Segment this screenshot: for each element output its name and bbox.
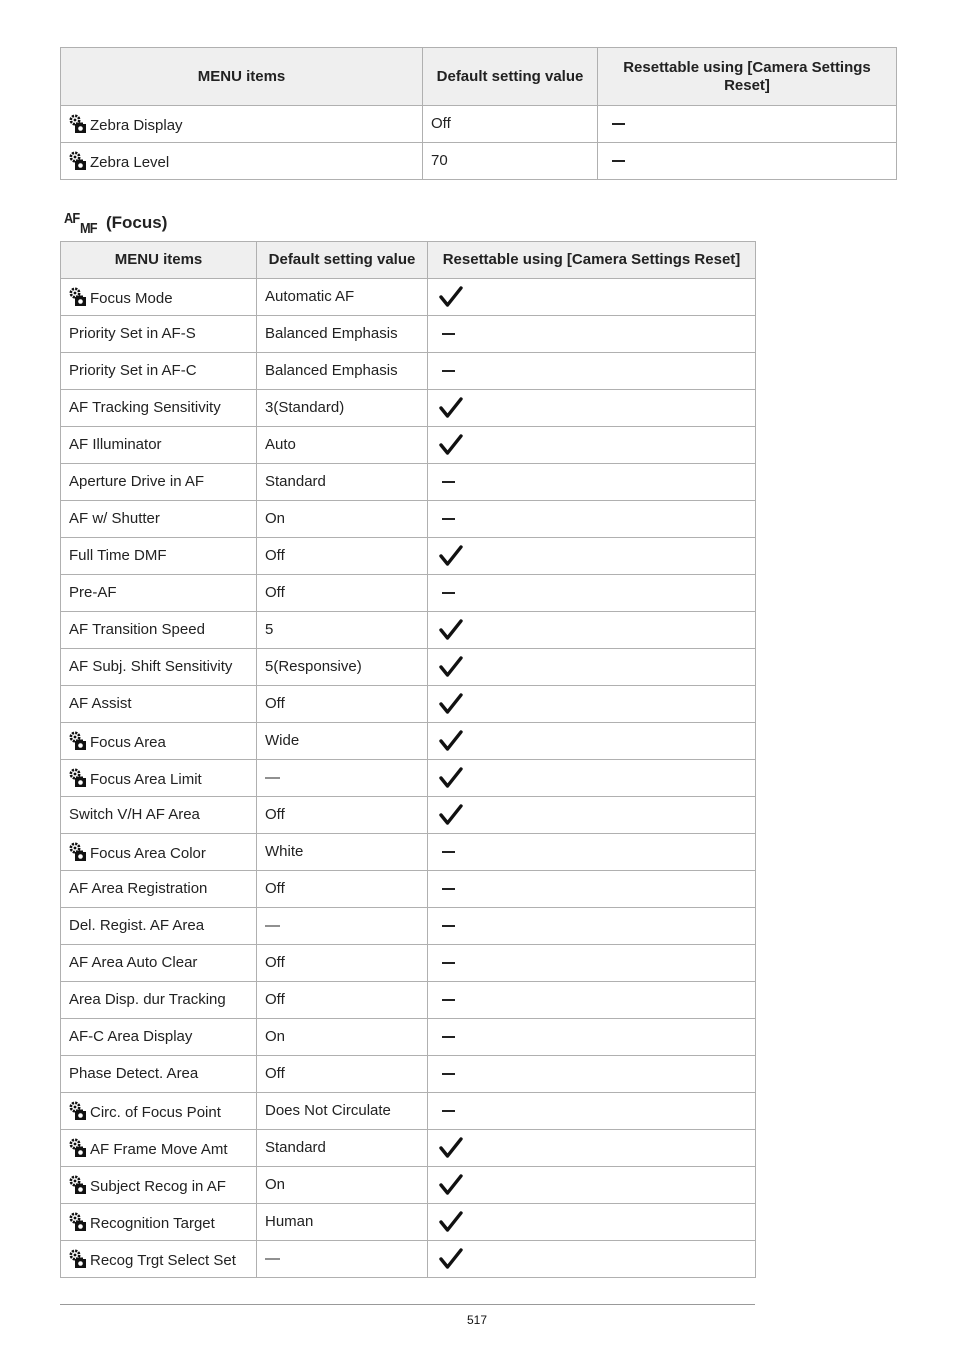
default-value-cell: Automatic AF xyxy=(257,279,428,316)
menu-item-label: Priority Set in AF-C xyxy=(69,362,197,379)
menu-item-label: Focus Area Color xyxy=(90,844,206,862)
camera-settings-icon xyxy=(69,287,87,307)
menu-item-cell xyxy=(61,1056,257,1093)
checkmark-icon xyxy=(439,656,463,678)
menu-item-label: AF Area Registration xyxy=(69,880,208,897)
table-row xyxy=(61,1204,756,1241)
dash-icon xyxy=(442,925,455,927)
table-row xyxy=(61,871,756,908)
menu-item-cell xyxy=(61,1167,257,1204)
section-heading xyxy=(62,210,167,236)
menu-item-cell xyxy=(61,538,257,575)
default-value-cell: Does Not Circulate xyxy=(257,1093,428,1130)
footer-divider xyxy=(60,1304,755,1305)
default-value-cell: Balanced Emphasis xyxy=(257,316,428,353)
camera-settings-icon xyxy=(69,114,87,134)
default-value-cell: Human xyxy=(257,1204,428,1241)
table-row xyxy=(61,106,897,143)
menu-item-cell xyxy=(61,723,257,760)
default-value-cell: 3(Standard) xyxy=(257,390,428,427)
camera-settings-icon xyxy=(69,1212,87,1232)
reset-cell xyxy=(428,575,756,612)
reset-cell xyxy=(428,945,756,982)
camera-settings-icon xyxy=(69,842,87,862)
dash-icon xyxy=(442,1110,455,1112)
checkmark-icon xyxy=(439,693,463,715)
table-row xyxy=(61,1093,756,1130)
reset-cell xyxy=(428,1056,756,1093)
default-value-cell: On xyxy=(257,1019,428,1056)
menu-item-label: AF Transition Speed xyxy=(69,621,205,638)
menu-item-cell xyxy=(61,982,257,1019)
menu-item-cell xyxy=(61,760,257,797)
table-row xyxy=(61,427,756,464)
table-row xyxy=(61,908,756,945)
reset-cell xyxy=(598,106,897,143)
table-row xyxy=(61,353,756,390)
menu-item-label: AF Illuminator xyxy=(69,436,162,453)
menu-item-label: AF w/ Shutter xyxy=(69,510,160,527)
checkmark-icon xyxy=(439,1137,463,1159)
focus-settings-table xyxy=(60,241,756,1278)
reset-cell xyxy=(598,143,897,180)
reset-cell xyxy=(428,871,756,908)
menu-item-cell xyxy=(61,1204,257,1241)
default-value-cell: Off xyxy=(257,982,428,1019)
menu-item-cell xyxy=(61,501,257,538)
menu-item-cell xyxy=(61,834,257,871)
table-row xyxy=(61,279,756,316)
default-value-cell: On xyxy=(257,1167,428,1204)
dash-icon xyxy=(442,518,455,520)
table-row xyxy=(61,575,756,612)
menu-item-label: Focus Area Limit xyxy=(90,770,202,788)
table-row xyxy=(61,945,756,982)
default-value-cell: Off xyxy=(423,106,598,143)
default-value-cell: Auto xyxy=(257,427,428,464)
menu-item-cell xyxy=(61,871,257,908)
menu-item-label: Zebra Level xyxy=(90,153,170,171)
menu-item-cell xyxy=(61,575,257,612)
dash-icon xyxy=(442,962,455,964)
dash-icon xyxy=(442,592,455,594)
reset-cell xyxy=(428,1019,756,1056)
dash-icon xyxy=(612,123,625,125)
column-header: Resettable using [Camera Settings Reset] xyxy=(428,242,756,279)
table-row xyxy=(61,501,756,538)
reset-cell xyxy=(428,723,756,760)
reset-cell xyxy=(428,797,756,834)
menu-item-cell xyxy=(61,427,257,464)
reset-cell xyxy=(428,1204,756,1241)
menu-item-cell xyxy=(61,686,257,723)
menu-item-label: AF Assist xyxy=(69,695,132,712)
reset-cell xyxy=(428,1241,756,1278)
menu-item-label: Area Disp. dur Tracking xyxy=(69,991,226,1008)
table-row xyxy=(61,316,756,353)
default-value-cell: Off xyxy=(257,538,428,575)
dash-icon xyxy=(612,160,625,162)
reset-cell xyxy=(428,1167,756,1204)
default-value-cell: Standard xyxy=(257,464,428,501)
section-title: (Focus) xyxy=(106,213,168,232)
table-row xyxy=(61,760,756,797)
menu-item-label: Recog Trgt Select Set xyxy=(90,1251,236,1269)
camera-settings-icon xyxy=(69,151,87,171)
default-value-cell: 5 xyxy=(257,612,428,649)
dash-icon xyxy=(442,333,455,335)
settings-table-top xyxy=(60,47,897,180)
dash-icon xyxy=(442,851,455,853)
default-value-cell: Balanced Emphasis xyxy=(257,353,428,390)
menu-item-cell xyxy=(61,649,257,686)
menu-item-cell xyxy=(61,106,423,143)
default-value-cell: — xyxy=(257,760,428,797)
table-row xyxy=(61,612,756,649)
dash-icon xyxy=(442,1036,455,1038)
dash-icon xyxy=(442,370,455,372)
menu-item-label: AF-C Area Display xyxy=(69,1028,193,1045)
table-row xyxy=(61,538,756,575)
checkmark-icon xyxy=(439,545,463,567)
default-value-cell: 70 xyxy=(423,143,598,180)
reset-cell xyxy=(428,612,756,649)
checkmark-icon xyxy=(439,1248,463,1270)
menu-item-label: AF Tracking Sensitivity xyxy=(69,399,221,416)
menu-item-cell xyxy=(61,279,257,316)
menu-item-label: Focus Mode xyxy=(90,289,173,307)
reset-cell xyxy=(428,279,756,316)
dash-icon xyxy=(442,1073,455,1075)
default-value-cell: — xyxy=(257,908,428,945)
reset-cell xyxy=(428,464,756,501)
menu-item-label: Zebra Display xyxy=(90,116,183,134)
default-value-cell: Wide xyxy=(257,723,428,760)
table-row xyxy=(61,1130,756,1167)
menu-item-label: Pre-AF xyxy=(69,584,117,601)
menu-item-cell xyxy=(61,316,257,353)
table-row xyxy=(61,723,756,760)
table-header-row xyxy=(61,242,756,279)
default-value-cell: Off xyxy=(257,686,428,723)
table-row xyxy=(61,390,756,427)
menu-item-cell xyxy=(61,945,257,982)
reset-cell xyxy=(428,316,756,353)
camera-settings-icon xyxy=(69,1175,87,1195)
reset-cell xyxy=(428,390,756,427)
column-header: MENU items xyxy=(61,48,423,106)
reset-cell xyxy=(428,427,756,464)
menu-item-label: Focus Area xyxy=(90,733,166,751)
checkmark-icon xyxy=(439,804,463,826)
menu-item-cell xyxy=(61,797,257,834)
menu-item-label: AF Subj. Shift Sensitivity xyxy=(69,658,233,675)
reset-cell xyxy=(428,760,756,797)
menu-item-cell xyxy=(61,464,257,501)
menu-item-label: Recognition Target xyxy=(90,1214,215,1232)
checkmark-icon xyxy=(439,434,463,456)
reset-cell xyxy=(428,501,756,538)
table-row xyxy=(61,982,756,1019)
menu-item-cell xyxy=(61,1019,257,1056)
menu-item-cell xyxy=(61,1241,257,1278)
reset-cell xyxy=(428,834,756,871)
reset-cell xyxy=(428,1093,756,1130)
checkmark-icon xyxy=(439,397,463,419)
table-row xyxy=(61,1167,756,1204)
reset-cell xyxy=(428,686,756,723)
default-value-cell: On xyxy=(257,501,428,538)
checkmark-icon xyxy=(439,730,463,752)
default-value-cell: 5(Responsive) xyxy=(257,649,428,686)
menu-item-cell xyxy=(61,353,257,390)
menu-item-label: Subject Recog in AF xyxy=(90,1177,226,1195)
page-number: 517 xyxy=(466,1313,488,1327)
menu-item-label: AF Area Auto Clear xyxy=(69,954,198,971)
table-row xyxy=(61,649,756,686)
reset-cell xyxy=(428,538,756,575)
menu-item-label: Full Time DMF xyxy=(69,547,167,564)
camera-settings-icon xyxy=(69,768,87,788)
camera-settings-icon xyxy=(69,1138,87,1158)
column-header: Default setting value xyxy=(257,242,428,279)
reset-cell xyxy=(428,1130,756,1167)
menu-item-label: Del. Regist. AF Area xyxy=(69,917,205,934)
menu-item-cell xyxy=(61,1130,257,1167)
menu-item-label: Phase Detect. Area xyxy=(69,1065,199,1082)
table-row xyxy=(61,1056,756,1093)
menu-item-label: Priority Set in AF-S xyxy=(69,325,196,342)
table-row xyxy=(61,834,756,871)
menu-item-cell xyxy=(61,612,257,649)
reset-cell xyxy=(428,908,756,945)
menu-item-label: Circ. of Focus Point xyxy=(90,1103,221,1121)
table-header-row xyxy=(61,48,897,106)
menu-item-cell xyxy=(61,1093,257,1130)
column-header: Default setting value xyxy=(423,48,598,106)
dash-icon xyxy=(442,888,455,890)
default-value-cell: Off xyxy=(257,1056,428,1093)
af-mf-focus-icon: AF MF xyxy=(64,210,97,237)
camera-settings-icon xyxy=(69,1101,87,1121)
table-row xyxy=(61,797,756,834)
default-value-cell: Off xyxy=(257,871,428,908)
menu-item-label: AF Frame Move Amt xyxy=(90,1140,228,1158)
menu-item-label: Switch V/H AF Area xyxy=(69,806,200,823)
checkmark-icon xyxy=(439,286,463,308)
default-value-cell: White xyxy=(257,834,428,871)
table-row xyxy=(61,464,756,501)
menu-item-cell xyxy=(61,908,257,945)
table-row xyxy=(61,686,756,723)
table-row xyxy=(61,1241,756,1278)
default-value-cell: Off xyxy=(257,945,428,982)
table-row xyxy=(61,143,897,180)
checkmark-icon xyxy=(439,619,463,641)
camera-settings-icon xyxy=(69,1249,87,1269)
column-header: MENU items xyxy=(61,242,257,279)
dash-icon xyxy=(442,481,455,483)
default-value-cell: — xyxy=(257,1241,428,1278)
reset-cell xyxy=(428,353,756,390)
reset-cell xyxy=(428,982,756,1019)
checkmark-icon xyxy=(439,1211,463,1233)
checkmark-icon xyxy=(439,1174,463,1196)
checkmark-icon xyxy=(439,767,463,789)
reset-cell xyxy=(428,649,756,686)
column-header: Resettable using [Camera Settings Reset] xyxy=(598,48,897,106)
menu-item-label: Aperture Drive in AF xyxy=(69,473,205,490)
menu-item-cell xyxy=(61,390,257,427)
menu-item-cell xyxy=(61,143,423,180)
default-value-cell: Off xyxy=(257,575,428,612)
dash-icon xyxy=(442,999,455,1001)
camera-settings-icon xyxy=(69,731,87,751)
default-value-cell: Standard xyxy=(257,1130,428,1167)
default-value-cell: Off xyxy=(257,797,428,834)
table-row xyxy=(61,1019,756,1056)
